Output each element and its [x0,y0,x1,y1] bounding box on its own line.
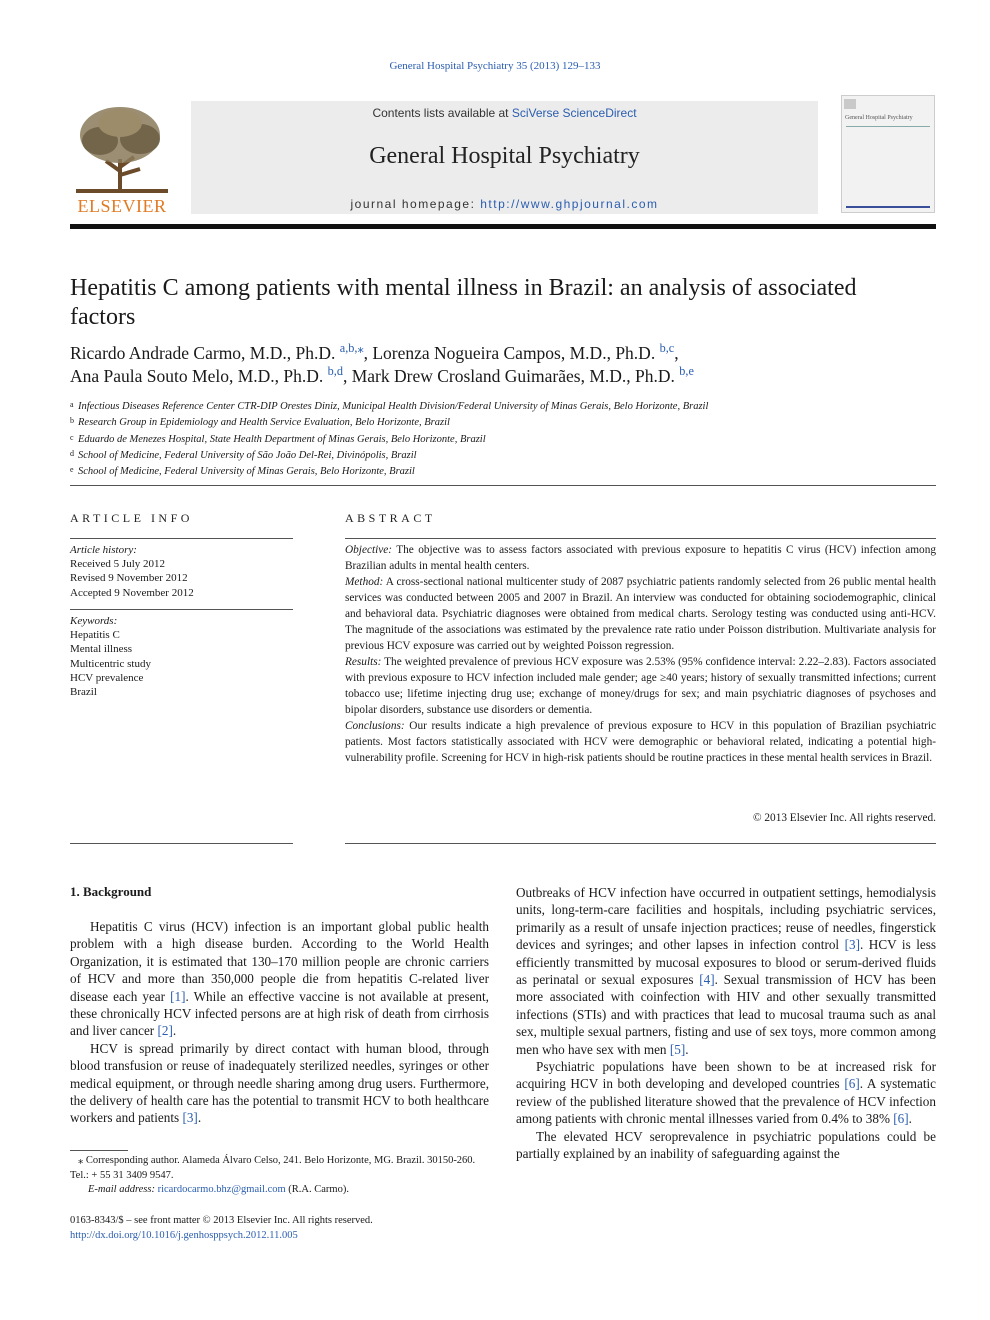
abstract-part-label: Conclusions: [345,720,405,732]
paragraph-text: Hepatitis C virus (HCV) infection is an important global public health problem with a high disease burden. According to the World Health Organization, it is estimated that 130–170 million people are chronic carriers of HCV and more than 350,000 people die from hepatitis C-related liver disease each year [70,919,489,1004]
divider [70,609,293,610]
author-affiliation-sup[interactable]: b,c [659,341,675,356]
reference-link[interactable]: [5] [669,1041,686,1057]
keyword-item: HCV prevalence [70,671,144,684]
author-separator: , [674,343,679,363]
author-name: Ricardo Andrade Carmo, M.D., Ph.D. [70,343,340,363]
affiliation-text: School of Medicine, Federal University of Minas Gerais, Belo Horizonte, Brazil [78,466,415,478]
affiliation-label: b [70,416,74,426]
keyword-item: Multicentric study [70,657,151,670]
paragraph-text: . Sexual transmission of HCV has been more associated with coinfection with HIV and other sexually transmitted infections (STIs) and with practices that lead to mucosal trauma such as anal sex, multiple sexual partners, fisting and use of sex toys, more common among men who have sex with men [516,972,936,1057]
abstract-part-label: Objective: [345,544,393,556]
author-4 [352,366,694,386]
reference-link[interactable]: [6] [893,1111,909,1127]
author-name: Mark Drew Crosland Guimarães, M.D., Ph.D. [351,366,680,386]
paragraph-text: Outbreaks of HCV infection have occurred in outpatient settings, hemodialysis units, long-term-care facilities and hospitals, including psychiatric services, primarily as a result of unsafe injection practices; reuse of needles, fingerstick devices and syringes; and other lapses in infection control [516,885,936,953]
history-revised: Revised 9 November 2012 [70,572,188,585]
divider [70,538,293,539]
abstract-part-text: A cross-sectional national multicenter study of 2087 psychiatric patients randomly selected from 26 public mental health services was conducted between 2005 and 2007 in Brazil. An interview was conducted for obtaining sociodemographic, clinical and behavioral data. Psychiatric diagnoses were obtained from medical charts. Serology testing was conducted using anti-HCV. The magnitude of the associations was estimated by the prevalence rate ratio under Poisson distribution. Multivariate analysis for previous HCV exposure was carried out by weighted Poisson regression. [345,576,936,652]
history-accepted: Accepted 9 November 2012 [70,586,194,599]
author-name: Lorenza Nogueira Campos, M.D., Ph.D. [372,343,660,363]
author-name: Ana Paula Souto Melo, M.D., Ph.D. [70,366,328,386]
journal-citation[interactable]: General Hospital Psychiatry 35 (2013) 129–133 [389,60,601,72]
body-paragraph [516,1058,936,1128]
sciencedirect-link[interactable]: SciVerse ScienceDirect [511,106,637,120]
footnote-rule [70,1150,128,1151]
publisher-logo-text: ELSEVIER [77,196,167,216]
abstract-conclusions [345,718,936,766]
contents-prefix: Contents lists available at [372,106,512,120]
keyword-item: Hepatitis C [70,629,120,642]
author-affiliation-sup[interactable]: a,b,⁎ [339,341,364,356]
reference-link[interactable]: [2] [157,1023,173,1039]
body-paragraph [70,918,489,1040]
paragraph-text: HCV is spread primarily by direct contact with human blood, through blood transfusion or reuse of inadequately sterilized needles, syringes or other medical equipment, or through needle sharing among drug users. Furthermore, the delivery of health care has the potential to transmit HCV to both healthcare workers and patients [70,1040,489,1126]
cover-title: General Hospital Psychiatry [845,115,913,121]
affiliation-text: School of Medicine, Federal University of São João Del-Rei, Divinópolis, Brazil [78,449,417,461]
divider [345,538,936,539]
issn-line: 0163-8343/$ – see front matter © 2013 Elsevier Inc. All rights reserved. [70,1215,373,1226]
email-label: E-mail address: [88,1184,155,1195]
homepage-line [191,197,818,211]
doi-link[interactable]: http://dx.doi.org/10.1016/j.genhosppsych.2012.11.005 [70,1229,298,1241]
paragraph-text: Psychiatric populations have been shown to be at increased risk for acquiring HCV in both developing and developed countries [516,1059,936,1092]
reference-link[interactable]: [6] [844,1076,860,1092]
abstract-part-text: Our results indicate a high prevalence of previous exposure to HCV in this population of Brazilian psychiatric patients. Most factors statistically associated with HCV were demographic or behavioral related, indicating a potential high-vulnerability profile. Screening for HCV in high-risk patients should be routine practices in these mental health services in Brazil. [345,720,936,764]
paragraph-text: . [908,1111,912,1127]
author-separator: , [342,366,352,386]
homepage-link[interactable]: http://www.ghpjournal.com [480,197,659,211]
abstract-part-label: Results: [345,656,382,668]
reference-link[interactable]: [3] [182,1110,198,1126]
paragraph-text: . A systematic review of the published literature showed that the prevalence of HCV infection among patients with chronic mental illnesses varied from 0.4% to 38% [516,1076,937,1127]
footnote-star: ⁎ [78,1155,84,1166]
affiliation-text: Infectious Diseases Reference Center CTR-DIP Orestes Diniz, Municipal Health Division/Federal University of Minas Gerais, Belo Horizonte, Brazil [78,401,709,412]
paragraph-text: The elevated HCV seroprevalence in psychiatric populations could be partially explained by an inability of safeguarding against the [516,1128,936,1162]
paragraph-text: . [172,1023,177,1039]
affiliation-text: Research Group in Epidemiology and Health Service Evaluation, Belo Horizonte, Brazil [78,417,450,429]
author-affiliation-sup[interactable]: b,d [327,364,343,379]
email-line [70,1183,490,1198]
issn-block [70,1214,490,1243]
affiliation-list [70,398,936,479]
divider [70,485,936,486]
corresponding-text: Corresponding author. Alameda Álvaro Celso, 241. Belo Horizonte, MG. Brazil. 30150-260. Tel.: + 55 31 3409 9547. [70,1155,476,1181]
abstract-body [345,542,936,766]
history-received: Received 5 July 2012 [70,558,166,571]
author-3 [70,366,352,386]
affiliation-text: Eduardo de Menezes Hospital, State Health Department of Minas Gerais, Belo Horizonte, Brazil [78,433,486,445]
affiliation-label: d [70,448,74,458]
journal-title: General Hospital Psychiatry [369,143,640,169]
section-heading: 1. Background [70,884,152,899]
body-column-left [70,918,489,1127]
affiliation-label: e [70,465,74,475]
keyword-item: Brazil [70,686,97,699]
affiliation-item [70,398,936,414]
author-list [70,342,936,388]
article-history [70,543,293,600]
keyword-list [70,614,293,699]
homepage-prefix: journal homepage: [350,197,481,211]
cover-art [842,96,936,214]
affiliation-item [70,463,936,479]
divider [70,843,293,844]
abstract-objective [345,542,936,574]
affiliation-item [70,414,936,430]
abstract-part-text: The weighted prevalence of previous HCV exposure was 2.53% (95% confidence interval: 2.22–2.83). Factors associated with previous exposure to HCV infection included male gender; age ≥40 years; history of sexually transmitted infections; current tobacco use; lifetime injecting drug use; exchange of money/drugs for sex; and main psychiatric diagnoses of psychoses and bipolar disorders, substance use disorders or dementia. [345,656,936,716]
abstract-results [345,654,936,718]
affiliation-label: c [70,432,74,442]
article-info-heading: ARTICLE INFO [70,511,193,525]
article-title: Hepatitis C among patients with mental illness in Brazil: an analysis of associated factors [70,275,857,330]
keywords-label: Keywords: [70,615,118,627]
reference-link[interactable]: [4] [699,972,715,988]
author-affiliation-sup[interactable]: b,e [679,364,694,379]
paragraph-text: . HCV is less efficiently transmitted by mucosal exposures to blood or serum-derived fluids as perinatal or sexual exposures [516,937,936,988]
keyword-item: Mental illness [70,643,133,656]
reference-link[interactable]: [3] [844,937,860,953]
divider [345,843,936,844]
reference-link[interactable]: [1] [170,988,186,1004]
email-suffix: (R.A. Carmo). [285,1184,349,1195]
journal-cover-thumbnail [841,95,935,213]
paragraph-text: . While an effective vaccine is not available at present, these chronically HCV infected persons are at high risk of death from cirrhosis and liver cancer [70,988,489,1039]
paragraph-text: . [685,1041,689,1057]
affiliation-item [70,431,936,447]
author-2 [372,343,678,363]
body-paragraph [70,1040,489,1127]
abstract-heading: ABSTRACT [345,511,436,525]
author-1 [70,343,372,363]
contents-line [191,106,818,120]
copyright-notice: © 2013 Elsevier Inc. All rights reserved. [752,812,936,824]
paragraph-text: . [197,1110,202,1126]
body-paragraph [516,884,936,1058]
corresponding-note [70,1154,490,1183]
email-link[interactable]: ricardocarmo.bhz@gmail.com [157,1184,286,1195]
abstract-part-text: The objective was to assess factors associated with previous exposure to hepatitis C virus (HCV) infection among Brazilian adults in mental health centers. [345,544,936,572]
history-label: Article history: [70,544,137,556]
abstract-part-label: Method: [345,576,384,588]
body-column-right [516,884,936,1163]
affiliation-item [70,447,936,463]
header-rule [70,224,936,229]
corresponding-author-footnote [70,1154,490,1198]
author-separator: , [363,343,373,363]
body-paragraph [516,1128,936,1163]
abstract-method [345,574,936,654]
affiliation-label: a [70,400,74,409]
